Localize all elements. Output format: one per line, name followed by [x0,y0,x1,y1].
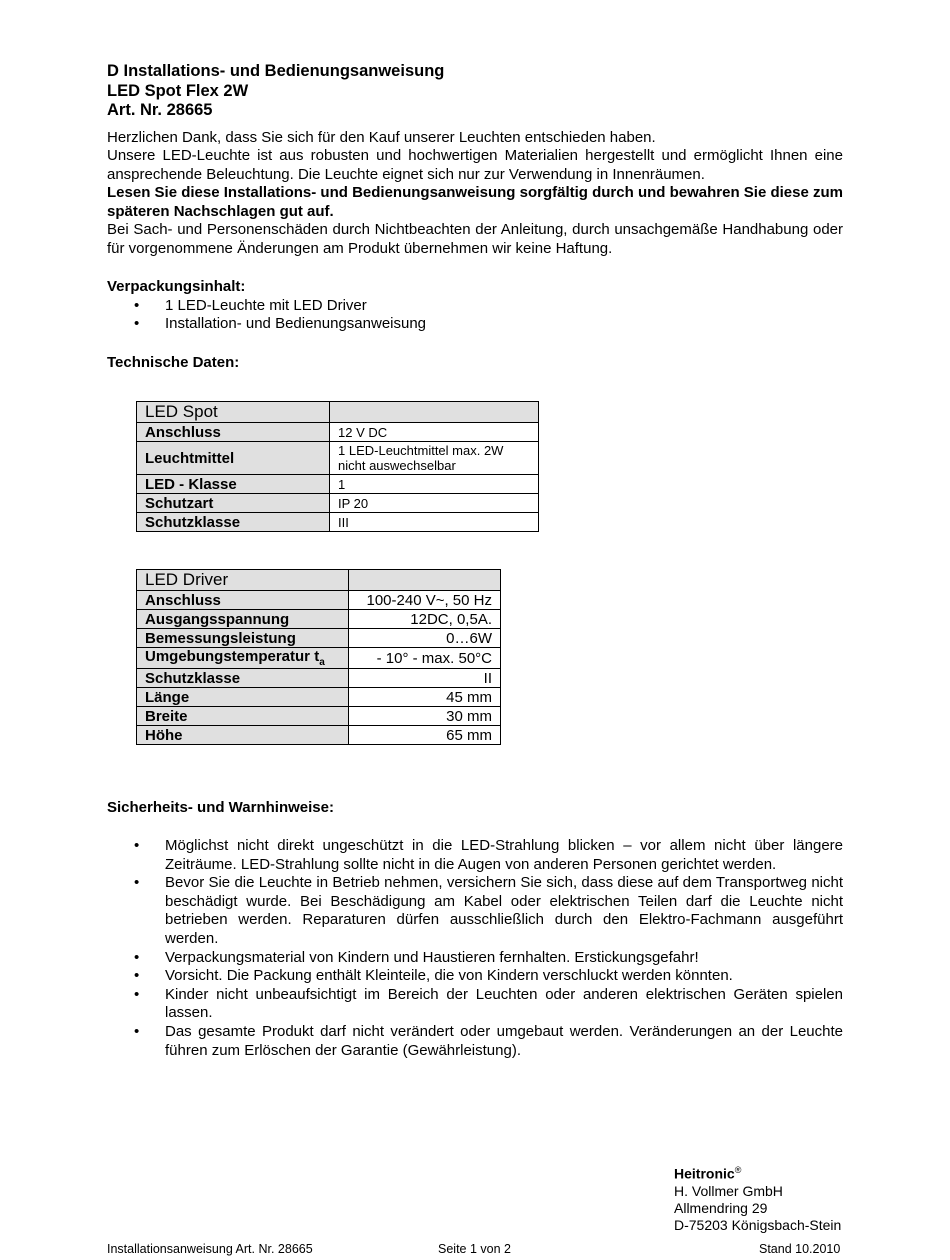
document-page [107,62,843,372]
table-cell [330,402,539,423]
table-cell: Länge [137,688,349,707]
table-row [137,726,501,745]
table-cell: Breite [137,707,349,726]
table-row [137,648,501,669]
table-cell: 30 mm [349,707,501,726]
table-cell: Anschluss [137,591,349,610]
list-item: • Das gesamte Produkt darf nicht verändert oder umgebaut werden. Veränderungen an der Leuchte führen zum Erlöschen der Garantie (Gewährleistung). [107,1023,843,1060]
safety-heading: Sicherheits- und Warnhinweise: [107,799,334,816]
table-cell: Schutzklasse [137,513,330,532]
intro-paragraph-warning: Lesen Sie diese Installations- und Bedienungsanweisung sorgfältig durch und bewahren Sie diese zum späteren Nachschlagen gut auf. [107,184,843,220]
table-row [137,570,501,591]
table-cell: Leuchtmittel [137,442,330,475]
table-title: LED Driver [137,570,349,591]
table-cell: 12DC, 0,5A. [349,610,501,629]
table-row [137,402,539,423]
list-item: • Installation- und Bedienungsanweisung [107,315,843,334]
table-cell: IP 20 [330,494,539,513]
safety-list [107,837,843,1060]
company-name [674,1162,841,1183]
list-item: • Bevor Sie die Leuchte in Betrieb nehmen, versichern Sie sich, dass diese auf dem Transportweg nicht beschädigt wurde. Bei Beschädigung am Kabel oder elektrischen Teilen darf die Leuchte nicht betrieben werden. Reparaturen dürfen ausschließlich durch den Elektro-Fachmann ausgeführt werden. [107,874,843,948]
table-cell: Anschluss [137,423,330,442]
footer-date: Stand 10.2010 [759,1242,841,1256]
intro-paragraph-1: Herzlichen Dank, dass Sie sich für den Kauf unserer Leuchten entschieden haben. [107,128,656,146]
intro-paragraph-liability: Bei Sach- und Personenschäden durch Nichtbeachten der Anleitung, durch unsachgemäße Handhabung oder für vorgenommene Änderungen am Produkt übernehmen wir keine Haftung. [107,221,843,258]
company-address [674,1162,841,1234]
table-row [137,707,501,726]
table-cell [330,442,539,475]
table-row [137,494,539,513]
registered-mark: ® [734,1165,742,1175]
table-title: LED Spot [137,402,330,423]
led-driver-table [136,569,501,745]
company-name-text: Heitronic [674,1165,735,1182]
safety-section [107,798,843,1060]
table-row [137,423,539,442]
list-item: • Kinder nicht unbeaufsichtigt im Bereich der Leuchten oder anderen elektrischen Geräten spielen lassen. [107,986,843,1023]
table-cell: 100-240 V~, 50 Hz [349,591,501,610]
address-line: Allmendring 29 [674,1199,768,1216]
led-spot-table [136,401,539,532]
table-cell-line: nicht auswechselbar [338,458,456,473]
table-cell: 1 [330,475,539,494]
table-cell: 0…6W [349,629,501,648]
packaging-heading: Verpackungsinhalt: [107,277,246,295]
list-item: • Möglichst nicht direkt ungeschützt in die LED-Strahlung blicken – vor allem nicht über längere Zeiträume. LED-Strahlung sollte nicht in die Augen von anderen Personen gerichtet werden. [107,837,843,874]
technical-heading: Technische Daten: [107,353,240,371]
list-item: • Vorsicht. Die Packung enthält Kleinteile, die von Kindern verschluckt werden könnten. [107,967,843,986]
doc-title-line3: Art. Nr. 28665 [107,101,213,119]
table-cell: III [330,513,539,532]
table-cell: Schutzart [137,494,330,513]
intro-paragraph-2: Unsere LED-Leuchte ist aus robusten und hochwertigen Materialien hergestellt und ermöglicht Ihnen eine ansprechende Beleuchtung. Die Leuchte eignet sich nur zur Verwendung in Innenräumen. [107,147,843,183]
table-cell: Schutzklasse [137,669,349,688]
footer-page-number: Seite 1 von 2 [438,1242,511,1256]
table-cell [137,648,349,669]
table-row [137,669,501,688]
table-row [137,610,501,629]
table-cell: 12 V DC [330,423,539,442]
table-cell: Bemessungsleistung [137,629,349,648]
table-cell-text: Umgebungstemperatur t [145,648,320,665]
table-cell-line: 1 LED-Leuchtmittel max. 2W [338,443,504,458]
table-cell: 65 mm [349,726,501,745]
table-row [137,591,501,610]
table-row [137,442,539,475]
table-cell: II [349,669,501,688]
subscript: a [319,657,325,668]
table-row [137,513,539,532]
list-item: • Verpackungsmaterial von Kindern und Haustieren fernhalten. Erstickungsgefahr! [107,949,843,968]
footer-left: Installationsanweisung Art. Nr. 28665 [107,1242,313,1256]
doc-title-line1: D Installations- und Bedienungsanweisung [107,62,445,80]
table-cell: 45 mm [349,688,501,707]
table-row [137,629,501,648]
table-cell: Ausgangsspannung [137,610,349,629]
table-cell [349,570,501,591]
table-cell: LED - Klasse [137,475,330,494]
table-row [137,688,501,707]
doc-title-line2: LED Spot Flex 2W [107,81,249,100]
table-row [137,475,539,494]
table-cell: - 10° - max. 50°C [349,648,501,669]
table-cell: Höhe [137,726,349,745]
address-line: H. Vollmer GmbH [674,1182,783,1199]
packaging-list [107,297,843,334]
list-item: • 1 LED-Leuchte mit LED Driver [107,297,843,316]
address-line: D-75203 Königsbach-Stein [674,1216,842,1233]
